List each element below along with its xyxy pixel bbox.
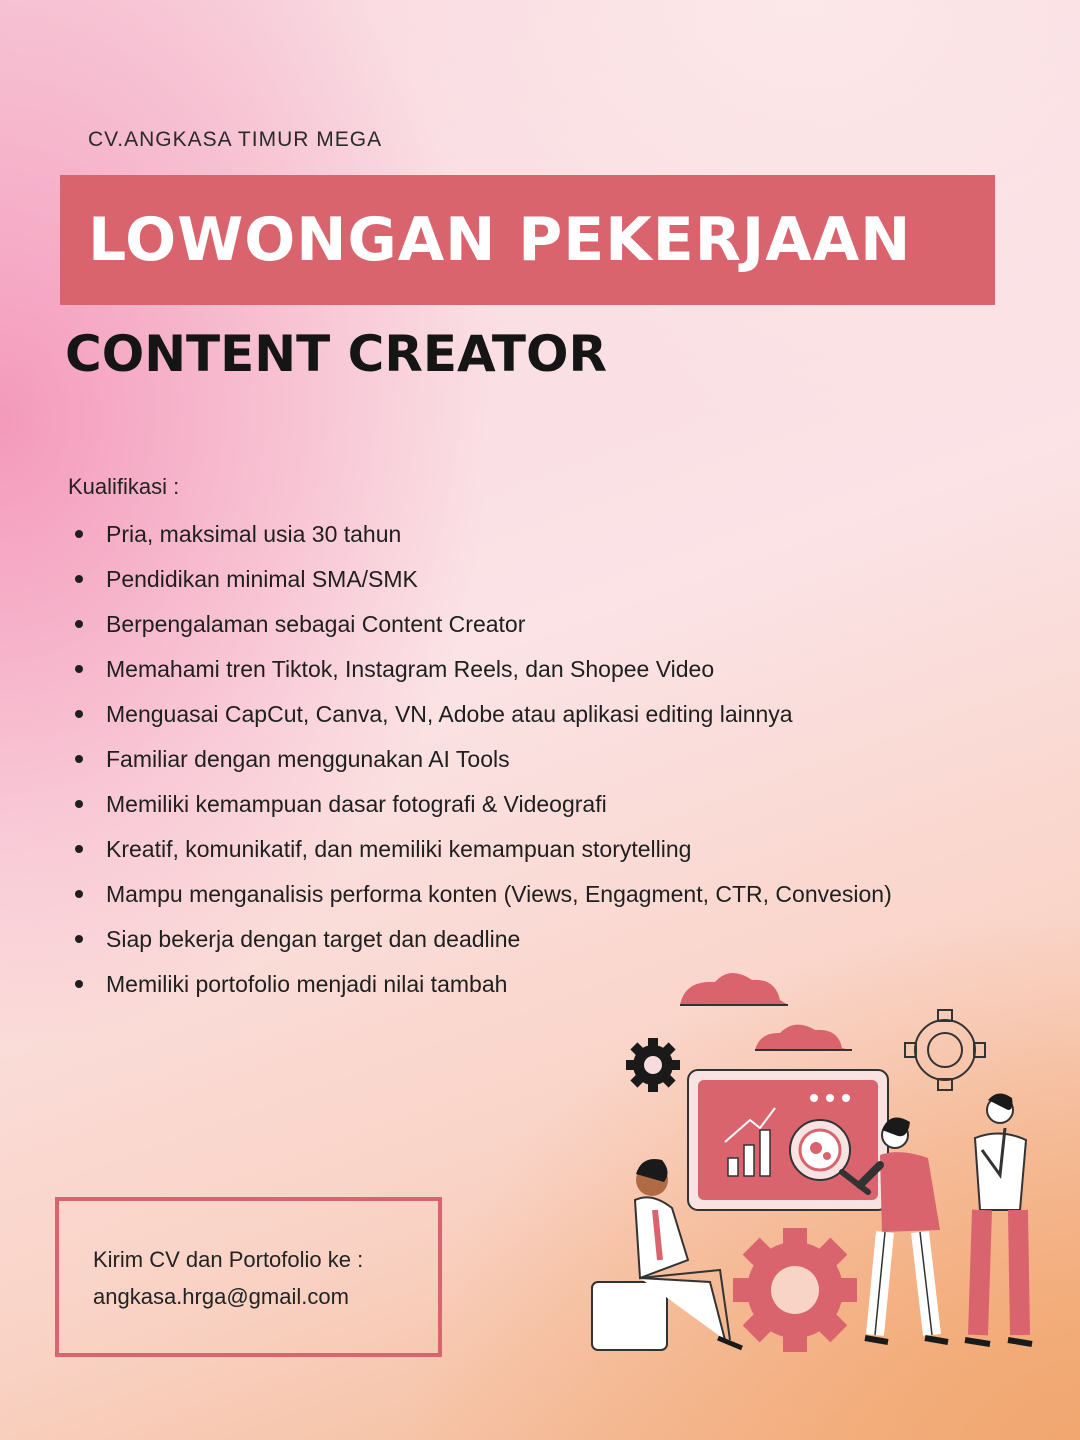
qualification-text: Berpengalaman sebagai Content Creator bbox=[106, 611, 526, 637]
qualification-text: Familiar dengan menggunakan AI Tools bbox=[106, 746, 510, 772]
bullet-icon bbox=[75, 575, 83, 583]
bullet-icon bbox=[75, 755, 83, 763]
job-banner bbox=[60, 175, 995, 305]
company-name: CV.ANGKASA TIMUR MEGA bbox=[88, 128, 383, 151]
list-item bbox=[72, 784, 992, 829]
qualification-text: Mampu menganalisis performa konten (Views, Engagment, CTR, Convesion) bbox=[106, 881, 892, 907]
contact-instruction: Kirim CV dan Portofolio ke : bbox=[93, 1247, 364, 1272]
list-item bbox=[72, 739, 992, 784]
bullet-icon bbox=[75, 530, 83, 538]
bullet-icon bbox=[75, 980, 83, 988]
qualifications-label: Kualifikasi : bbox=[68, 474, 180, 499]
list-item bbox=[72, 874, 992, 919]
person-thinking bbox=[965, 1093, 1032, 1344]
cloud-icon bbox=[680, 973, 788, 1005]
bullet-icon bbox=[75, 710, 83, 718]
qualification-text: Memahami tren Tiktok, Instagram Reels, dan Shopee Video bbox=[106, 656, 715, 682]
bullet-icon bbox=[75, 665, 83, 673]
cloud-icon bbox=[755, 1025, 852, 1050]
list-item bbox=[72, 604, 992, 649]
bullet-icon bbox=[75, 620, 83, 628]
list-item bbox=[72, 694, 992, 739]
gear-icon bbox=[626, 1038, 680, 1092]
qualification-text: Pendidikan minimal SMA/SMK bbox=[106, 566, 418, 592]
dashboard-screen bbox=[688, 1070, 888, 1210]
qualification-text: Memiliki kemampuan dasar fotografi & Videografi bbox=[106, 791, 607, 817]
contact-box bbox=[55, 1197, 442, 1357]
contact-email[interactable]: angkasa.hrga@gmail.com bbox=[93, 1284, 349, 1309]
gear-icon bbox=[905, 1010, 985, 1090]
qualification-text: Menguasai CapCut, Canva, VN, Adobe atau aplikasi editing lainnya bbox=[106, 701, 793, 727]
bullet-icon bbox=[75, 800, 83, 808]
qualifications-list bbox=[72, 514, 992, 1009]
list-item bbox=[72, 649, 992, 694]
gear-icon bbox=[733, 1228, 857, 1352]
position-title: CONTENT CREATOR bbox=[65, 325, 607, 383]
list-item bbox=[72, 829, 992, 874]
list-item bbox=[72, 514, 992, 559]
qualification-text: Pria, maksimal usia 30 tahun bbox=[106, 521, 402, 547]
banner-title: LOWONGAN PEKERJAAN bbox=[88, 205, 912, 275]
bullet-icon bbox=[75, 935, 83, 943]
list-item bbox=[72, 559, 992, 604]
list-item bbox=[72, 919, 992, 964]
bullet-icon bbox=[75, 890, 83, 898]
qualification-text: Siap bekerja dengan target dan deadline bbox=[106, 926, 521, 952]
bullet-icon bbox=[75, 845, 83, 853]
qualification-text: Memiliki portofolio menjadi nilai tambah bbox=[106, 971, 508, 997]
people-analytics-illustration bbox=[580, 960, 1050, 1360]
qualification-text: Kreatif, komunikatif, dan memiliki kemampuan storytelling bbox=[106, 836, 692, 862]
